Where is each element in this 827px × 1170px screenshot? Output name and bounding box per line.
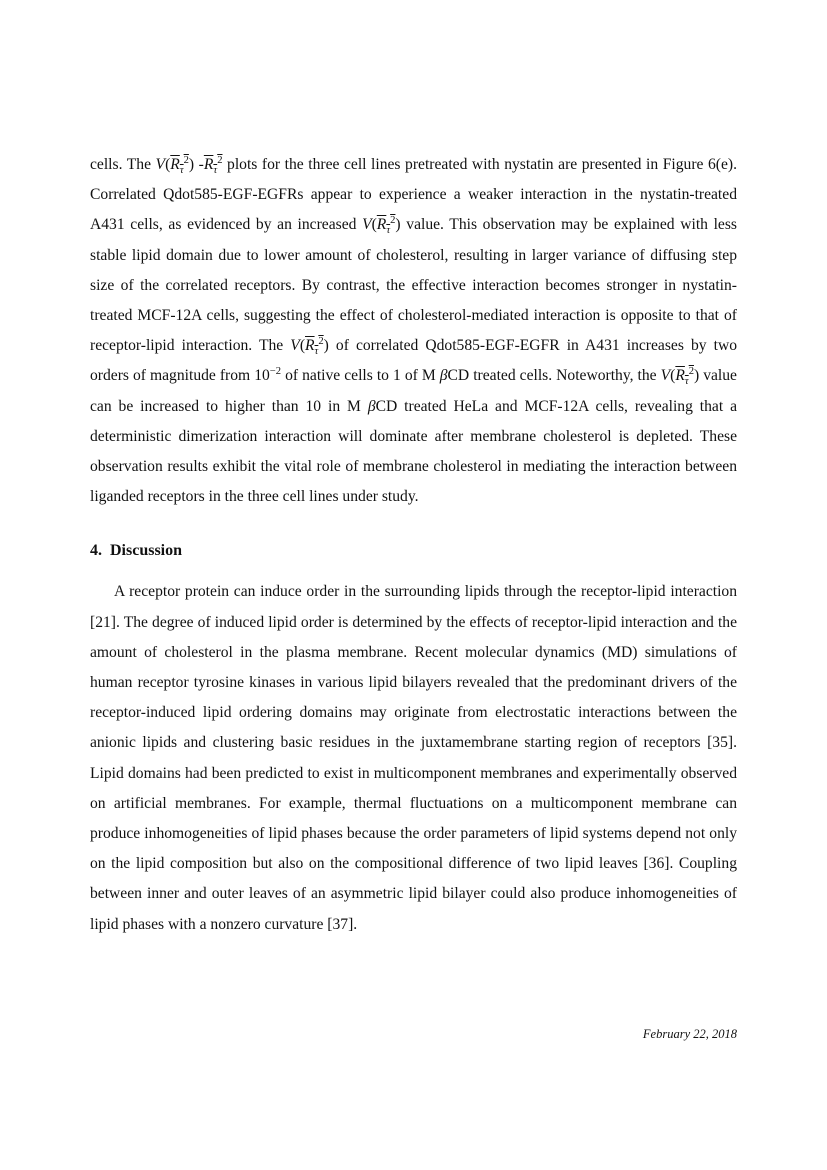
math-rtau2: $R_\tau^2$ — [203, 154, 223, 177]
math-v-rtau2: $V(R_\tau^2)$ — [155, 154, 195, 177]
paragraph-results-nystatin — [90, 150, 737, 512]
math-v-rtau2: $V(R_\tau^2)$ — [290, 336, 329, 358]
section-heading — [90, 539, 737, 563]
text-run: value. This observation may be explained with less stable lipid domain due to lower amount of cholesterol, resulting in larger variance of diffusing step size of the correlated receptors. By contrast, the effective interaction becomes stronger in nystatin-treated MCF-12A cells, suggesting the effect of cholesterol-mediated interaction is opposite to that of receptor-lipid interaction. The — [90, 216, 737, 355]
exponent: −2 — [269, 366, 282, 378]
paragraph-discussion: A receptor protein can induce order in the surrounding lipids through the receptor-lipid interaction [21]. The degree of induced lipid order is determined by the effects of receptor-lipid interaction and the amount of cholesterol in the plasma membrane. Recent molecular dynamics (MD) simulations of human receptor tyrosine kinases in various lipid bilayers revealed that the predominant drivers of the receptor-induced lipid ordering domains may originate from electrostatic interactions between the anionic lipids and clustering basic residues in the juxtamembrane starting region of receptors [35]. Lipid domains had been predicted to exist in multicomponent membranes and experimentally observed on artificial membranes. For example, thermal fluctuations on a multicomponent membrane can produce inhomogeneities of lipid phases because the order parameters of lipid systems depend not only on the lipid composition but also on the compositional difference of two lipid leaves [36]. Coupling between inner and outer leaves of an asymmetric lipid bilayer could also produce inhomogeneities of lipid phases with a nonzero curvature [37]. — [90, 583, 737, 933]
text-run: CD treated HeLa and MCF-12A cells, revealing that a deterministic dimerization interaction will dominate after membrane cholesterol is depleted. These observation results exhibit the vital role of membrane cholesterol in mediating the interaction between liganded receptors in the three cell lines under study. — [90, 397, 737, 506]
math-beta: β — [367, 397, 376, 415]
text-run: - — [194, 156, 204, 173]
math-beta: β — [439, 367, 448, 385]
text-run: of correlated Qdot585-EGF-EGFR in A431 increases by two orders of magnitude from 10 — [90, 337, 738, 385]
section-number: 4. — [90, 542, 102, 560]
math-v-rtau2: $V(R_\tau^2)$ — [660, 366, 700, 388]
footer-date: February 22, 2018 — [642, 1027, 737, 1041]
text-run: cells. The — [90, 156, 156, 173]
section-title: Discussion — [110, 542, 183, 560]
page-body — [90, 150, 737, 940]
text-run: value can be increased to higher than 10 in M — [90, 367, 737, 415]
math-v-rtau2: $V(R_\tau^2)$ — [362, 215, 401, 237]
text-run: of native cells to 1 of M — [281, 367, 440, 385]
text-run: CD treated cells. Noteworthy, the — [447, 367, 661, 385]
text-run: plots for the three cell lines pretreated with nystatin are presented in Figure 6(e). Correlated Qdot585-EGF-EGFRs appear to experience a weaker interaction in the nystatin-treated A431 cells, as evidenced by an increased — [90, 156, 737, 234]
